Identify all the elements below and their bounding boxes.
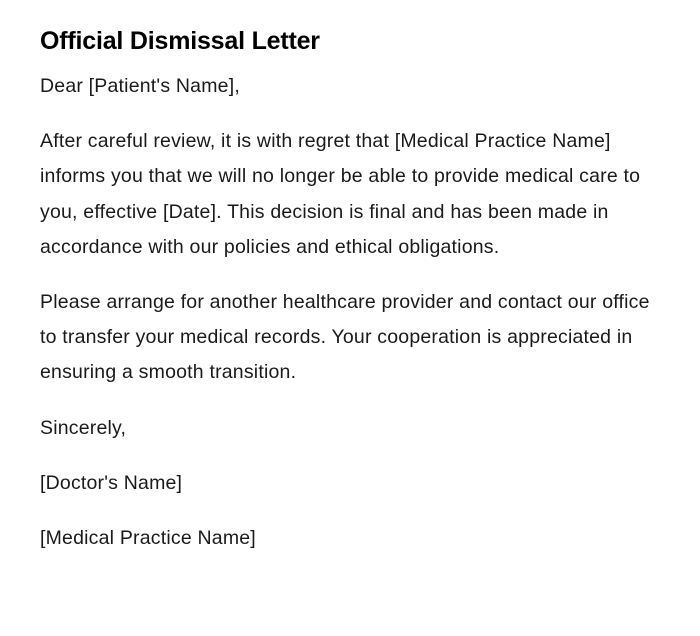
- salutation: Dear [Patient's Name],: [40, 75, 240, 97]
- signer-name: [Doctor's Name]: [40, 471, 183, 494]
- signer-practice: [Medical Practice Name]: [40, 527, 256, 550]
- body-paragraph-2: Please arrange for another healthcare provider and contact our office to transfer your medical records. Your cooperation is appreciated in ensuring a smooth transition.: [40, 291, 650, 384]
- body-paragraph-1: After careful review, it is with regret that [Medical Practice Name] informs you that we will no longer be able to provide medical care to you, effective [Date]. This decision is final and has been made in accordance with our policies and ethical obligations.: [40, 130, 641, 258]
- closing: Sincerely,: [40, 416, 127, 439]
- letter-title: Official Dismissal Letter: [40, 27, 320, 55]
